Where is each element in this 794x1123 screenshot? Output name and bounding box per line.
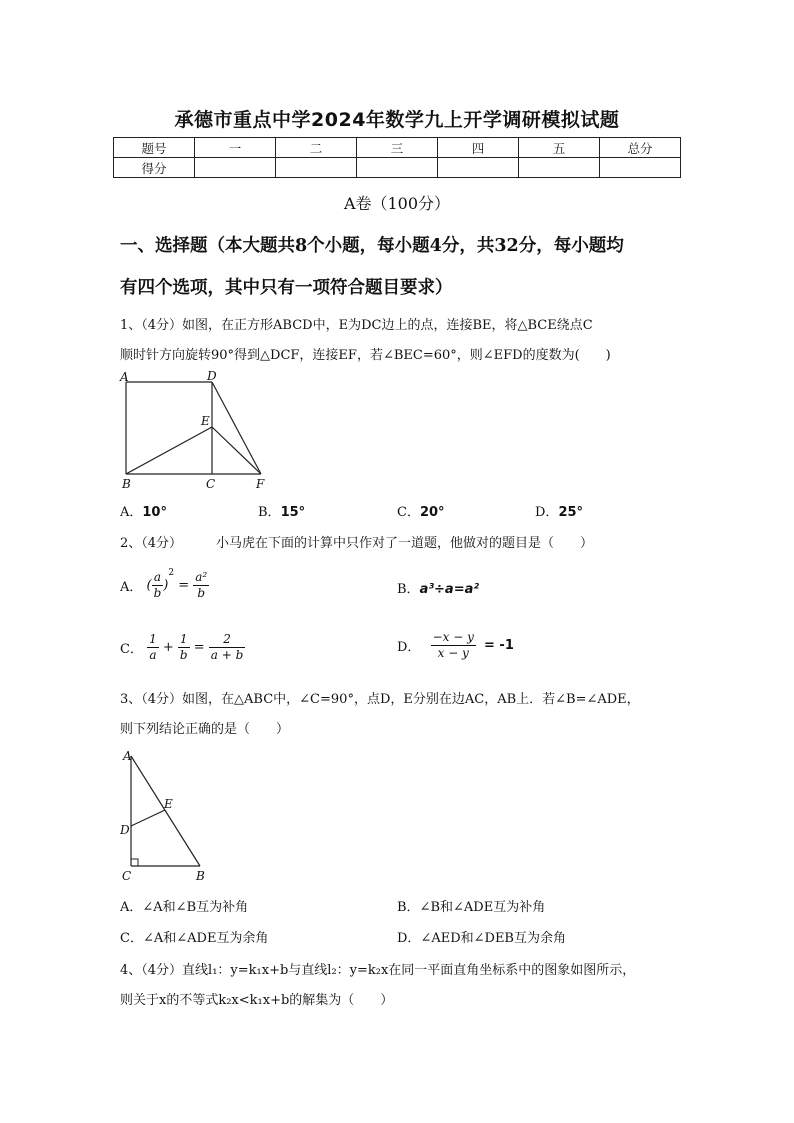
q3-option-b-key: B． — [397, 900, 420, 915]
q3-option-c-key: C． — [120, 931, 143, 946]
q3-option-b[interactable] — [397, 896, 545, 915]
q2-opt-a-denominator: b — [153, 586, 162, 600]
q2-opt-c-num-2: 1 — [178, 632, 190, 648]
score-header-cell: 五 — [519, 138, 600, 158]
q1-label-f: F — [256, 477, 265, 491]
q1-option-d-text: 25° — [558, 505, 584, 520]
q1-label-c: C — [206, 477, 216, 491]
score-cell[interactable] — [195, 158, 276, 178]
q2-opt-c-den-2: b — [179, 648, 188, 662]
q2-opt-c-num-1: 1 — [149, 632, 157, 646]
q2-stem-prefix: 2、（4分） — [120, 536, 183, 551]
q2-opt-c-plus: + — [158, 640, 178, 655]
score-cell[interactable] — [357, 158, 438, 178]
q2-stem — [120, 532, 593, 551]
q1-edge-be — [126, 427, 212, 474]
score-header-cell: 三 — [357, 138, 438, 158]
q2-opt-a-open-paren: ( — [146, 578, 152, 593]
q3-option-b-text: ∠B和∠ADE互为补角 — [419, 900, 546, 915]
q2-opt-a-rhs-fraction — [193, 570, 209, 601]
score-cell[interactable] — [519, 158, 600, 178]
q2-option-c-key: C． — [120, 642, 143, 657]
score-row-label: 得分 — [114, 158, 195, 178]
score-header-cell: 题号 — [114, 138, 195, 158]
q2-option-b-text: a³÷a=a² — [419, 582, 480, 597]
q1-figure — [110, 368, 280, 493]
q2-opt-c-fraction-3 — [209, 632, 246, 663]
q3-edge-ab — [131, 756, 200, 866]
page-title: 承德市重点中学2024年数学九上开学调研模拟试题 — [174, 109, 620, 131]
q1-label-a: A — [120, 370, 129, 384]
q3-option-c[interactable] — [120, 927, 268, 946]
q1-edge-df — [212, 382, 261, 474]
q3-edge-de — [131, 810, 165, 826]
q2-option-b-key: B． — [397, 582, 420, 597]
q1-label-e: E — [201, 414, 210, 428]
q2-opt-c-fraction-2 — [178, 632, 190, 663]
q2-option-b[interactable] — [397, 578, 479, 597]
score-table-score-row — [114, 158, 681, 178]
q2-opt-d-denominator: x − y — [437, 646, 469, 660]
q3-option-a-text: ∠A和∠B互为补角 — [142, 900, 249, 915]
part-one-heading-line2: 有四个选项，其中只有一项符合题目要求） — [120, 278, 453, 298]
q2-option-c[interactable] — [120, 632, 245, 663]
q1-option-a[interactable] — [120, 501, 167, 520]
q3-stem-line2: 则下列结论正确的是（ ） — [120, 722, 290, 737]
q3-figure — [112, 746, 222, 886]
q2-opt-c-fraction-1 — [147, 632, 159, 663]
q1-option-b[interactable] — [258, 501, 305, 520]
q2-opt-a-numerator: a — [152, 570, 164, 586]
q2-opt-c-equals: = — [189, 640, 209, 655]
part-one-heading-line1: 一、选择题（本大题共8个小题，每小题4分，共32分，每小题均 — [120, 236, 624, 256]
q3-label-b: B — [196, 869, 205, 883]
q1-edge-ef — [212, 427, 261, 474]
q3-option-a-key: A． — [120, 900, 143, 915]
q1-option-a-text: 10° — [142, 505, 167, 520]
q1-option-d[interactable] — [535, 501, 583, 520]
q3-label-e: E — [164, 797, 173, 811]
q2-opt-a-exponent: 2 — [168, 568, 175, 578]
q2-stem-body: 小马虎在下面的计算中只作对了一道题，他做对的题目是（ ） — [216, 536, 594, 551]
score-table-header-row — [114, 138, 681, 158]
q2-option-d[interactable] — [397, 630, 514, 661]
q1-option-c-text: 20° — [419, 505, 445, 520]
q1-label-b: B — [122, 477, 131, 491]
q1-option-d-key: D． — [535, 505, 559, 520]
score-cell[interactable] — [600, 158, 681, 178]
q3-option-d-key: D． — [397, 931, 421, 946]
score-cell[interactable] — [438, 158, 519, 178]
q3-label-d: D — [120, 823, 130, 837]
score-header-cell: 总分 — [600, 138, 681, 158]
q2-opt-a-equals: = — [174, 578, 194, 593]
q1-option-c-key: C． — [397, 505, 420, 520]
q1-label-d: D — [207, 369, 217, 383]
score-header-cell: 四 — [438, 138, 519, 158]
q2-opt-c-num-3: 2 — [209, 632, 246, 648]
score-header-cell: 一 — [195, 138, 276, 158]
score-table — [113, 137, 681, 178]
q3-option-c-text: ∠A和∠ADE互为余角 — [142, 931, 269, 946]
q3-right-angle-mark — [131, 859, 138, 866]
q2-opt-c-den-1: a — [149, 648, 157, 662]
q3-label-c: C — [122, 869, 132, 883]
q2-option-a[interactable] — [120, 568, 209, 601]
q2-option-d-key: D． — [397, 640, 421, 655]
q1-option-b-key: B． — [258, 505, 281, 520]
q2-opt-a-rhs-denominator: b — [197, 586, 206, 600]
q2-opt-a-close-paren: ) — [163, 578, 169, 593]
q2-option-a-key: A． — [120, 580, 143, 595]
q3-label-a: A — [123, 749, 132, 763]
q1-option-b-text: 15° — [280, 505, 306, 520]
q4-stem-line2: 则关于x的不等式k₂x<k₁x+b的解集为（ ） — [120, 993, 394, 1008]
q2-opt-d-fraction — [431, 630, 476, 661]
q4-stem-line1: 4、（4分）直线l₁：y=k₁x+b与直线l₂：y=k₂x在同一平面直角坐标系中的图象如图所示， — [120, 963, 636, 978]
q2-opt-c-den-3: a + b — [210, 648, 244, 662]
q3-option-a[interactable] — [120, 896, 248, 915]
q1-option-a-key: A． — [120, 505, 143, 520]
q2-opt-a-fraction — [152, 570, 164, 601]
q1-stem-line2: 顺时针方向旋转90°得到△DCF，连接EF，若∠BEC=60°，则∠EFD的度数为( ) — [120, 348, 611, 363]
q2-opt-d-rhs: = -1 — [484, 638, 514, 653]
section-a-heading: A卷（100分） — [343, 194, 451, 213]
q1-option-c[interactable] — [397, 501, 445, 520]
q3-option-d[interactable] — [397, 927, 566, 946]
score-header-cell: 二 — [276, 138, 357, 158]
q3-stem-line1: 3、（4分）如图，在△ABC中，∠C=90°，点D，E分别在边AC，AB上．若∠B=∠ADE， — [120, 692, 640, 707]
q2-opt-d-numerator: −x − y — [432, 630, 474, 644]
q3-option-d-text: ∠AED和∠DEB互为余角 — [420, 931, 566, 946]
q1-stem-line1: 1、（4分）如图，在正方形ABCD中，E为DC边上的点，连接BE，将△BCE绕点C — [120, 318, 593, 333]
q2-opt-a-rhs-numerator: a² — [195, 570, 208, 584]
score-cell[interactable] — [276, 158, 357, 178]
